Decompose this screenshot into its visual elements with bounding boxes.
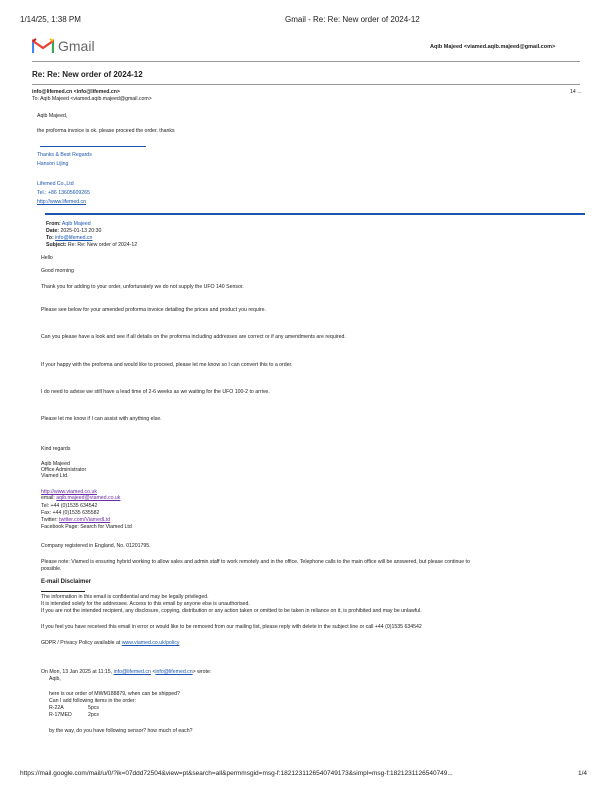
subject-label: Subject:	[46, 242, 67, 248]
sender-line: info@lifemed.cn <info@lifemed.cn>	[32, 89, 120, 95]
disclaimer-line: It is intended solely for the addressee. Access to this email by anyone else is unauthorised.	[41, 601, 250, 607]
gdpr-text: GDPR / Privacy Policy available at	[41, 640, 121, 646]
disclaimer-line: If you are not the intended recipient, any disclosure, copying, distribution or any action taken or omitted to be taken in reliance on it, is prohibited and may be unlawful.	[41, 608, 422, 614]
quoted-to	[46, 235, 92, 242]
from-value: Aqib Majeed	[61, 221, 91, 227]
quoted-subject	[46, 242, 137, 249]
disclaimer-rule	[41, 591, 85, 592]
disclaimer-title: E-mail Disclaimer	[41, 579, 92, 585]
quoted-question: Can I add following items in the order:	[49, 698, 137, 704]
twitter-label: Twitter:	[41, 517, 58, 523]
order-item-qty: 2pcs	[88, 712, 99, 718]
sig-company: Viamed Ltd.	[41, 473, 69, 479]
disclaimer-line: The information in this email is confidential and may be legally privileged.	[41, 594, 209, 600]
gdpr-note	[41, 640, 179, 647]
gmail-envelope-icon	[32, 38, 54, 54]
date-label: Date:	[46, 228, 59, 234]
company-name: Lifemed Co.,Ltd	[37, 181, 74, 187]
quote-separator	[45, 213, 585, 215]
quoted-greeting: Aqib,	[49, 676, 61, 682]
subject-value: Re: Re: New order of 2024-12	[67, 242, 138, 248]
order-item-name: R-22A	[49, 705, 64, 711]
quoted-paragraph: Please see below for your amended proforma invoice detailing the prices and product you require.	[41, 307, 266, 313]
reply-attribution: On Mon, 13 Jan 2025 at 11:15, info@lifemed.cn <info@lifemed.cn> wrote:	[41, 669, 212, 675]
quoted-paragraph: I do need to advise we still have a lead time of 2-6 weeks as we waiting for the UFO 100-2 to arrive.	[41, 389, 270, 395]
page-number: 1/4	[578, 770, 588, 777]
attribution-email-link[interactable]: info@lifemed.cn	[155, 669, 193, 675]
thread-subject: Re: Re: New order of 2024-12	[32, 70, 143, 79]
quoted-question: here is our order of MWM188879, when can be shipped?	[49, 691, 180, 697]
sig-twitter	[41, 517, 110, 524]
sig-fax: Fax: +44 (0)1535 635582	[41, 510, 100, 516]
date-value: 2025-01-13 20:30	[60, 228, 102, 234]
attribution-prefix: On Mon, 13 Jan 2025 at 11:15,	[41, 669, 113, 675]
viamed-website-link[interactable]: http://www.viamed.co.uk	[41, 489, 97, 495]
unsubscribe-note: If you feel you have received this email in error or would like to be removed from our mailing list, please reply with delete in the subject line or call +44 (0)1535 634542	[41, 624, 422, 630]
print-title: Gmail - Re: Re: New order of 2024-12	[285, 15, 420, 24]
sig-tel: Tel: +44 (0)1535 634542	[41, 503, 98, 509]
quoted-question: by the way, do you have following sensor? how much of each?	[49, 728, 193, 734]
sig-email-link[interactable]: aqib.majeed@viamed.co.uk	[56, 495, 121, 501]
company-website-link[interactable]: http://www.lifemed.cn	[37, 199, 87, 205]
hybrid-notice: Please note: Viamed is ensuring hybrid working to allow sales and admin staff to work remotely and in the office. Telephone calls to the main office will be answered, but please continue to	[41, 559, 470, 565]
sig-name: Aqib Majeed	[41, 461, 70, 467]
print-date: 1/14/25, 1:38 PM	[20, 15, 81, 24]
quoted-paragraph: Please let me know if I can assist with anything else.	[41, 416, 162, 422]
message-date: 14 ...	[570, 89, 582, 95]
recipient-line: To: Aqib Majeed <viamed.aqib.majeed@gmail.com>	[32, 96, 152, 102]
attribution-email-link[interactable]: info@lifemed.cn	[113, 669, 151, 675]
to-label: To:	[46, 235, 54, 241]
gmail-wordmark: Gmail	[58, 38, 95, 54]
signature-name: Hanson Lijing	[37, 161, 69, 167]
company-tel: Tel.: +86 13605609265	[37, 190, 90, 196]
gdpr-link[interactable]: www.viamed.co.uk/policy	[121, 640, 180, 646]
twitter-link[interactable]: twitter.com/ViamedLtd	[59, 517, 111, 523]
quoted-morning: Good morning	[41, 268, 74, 274]
company-registration: Company registered in England, No. 01201795.	[41, 543, 151, 549]
quoted-from	[46, 221, 91, 228]
quoted-paragraph: Can you please have a look and see if all details on the proforma including addresses are correct or if any amendments are required.	[41, 334, 346, 340]
sig-facebook: Facebook Page: Search for Viamed Ltd	[41, 524, 132, 530]
hybrid-notice-cont: possible.	[41, 566, 62, 572]
order-item-qty: 5pcs	[88, 705, 99, 711]
to-email-link[interactable]: info@lifemed.cn	[55, 235, 93, 241]
message-body: the proforma invoice is ok. please proceed the order. thanks	[37, 128, 175, 134]
gmail-logo[interactable]	[32, 38, 95, 54]
divider	[32, 61, 580, 62]
sig-title: Office Administrator	[41, 467, 87, 473]
print-url: https://mail.google.com/mail/u/0/?ik=07ddd72504&view=pt&search=all&permmsgid=msg-f:1821231126540749173&simpl=msg-f:1821231126540749...	[20, 770, 453, 777]
kind-regards: Kind regards	[41, 446, 71, 452]
divider	[32, 84, 580, 85]
email-label: email:	[41, 495, 55, 501]
attribution-suffix: wrote:	[197, 669, 212, 675]
from-label: From:	[46, 221, 61, 227]
signature-separator	[40, 146, 146, 147]
quoted-hello: Hello	[41, 255, 53, 261]
quoted-paragraph: Thank you for adding to your order, unfortunately we do not supply the UFO 140 Sensor.	[41, 284, 244, 290]
account-email: Aqib Majeed <viamed.aqib.majeed@gmail.com>	[430, 44, 556, 50]
greeting: Aqib Majeed,	[37, 113, 68, 119]
sig-email	[41, 495, 120, 502]
quoted-paragraph: If your happy with the proforma and would like to proceed, please let me know so I can convert this to a order.	[41, 362, 293, 368]
order-item-name: R-17MED	[49, 712, 72, 718]
quoted-date	[46, 228, 101, 235]
signature-line: Thanks & Best Regards	[37, 152, 92, 158]
